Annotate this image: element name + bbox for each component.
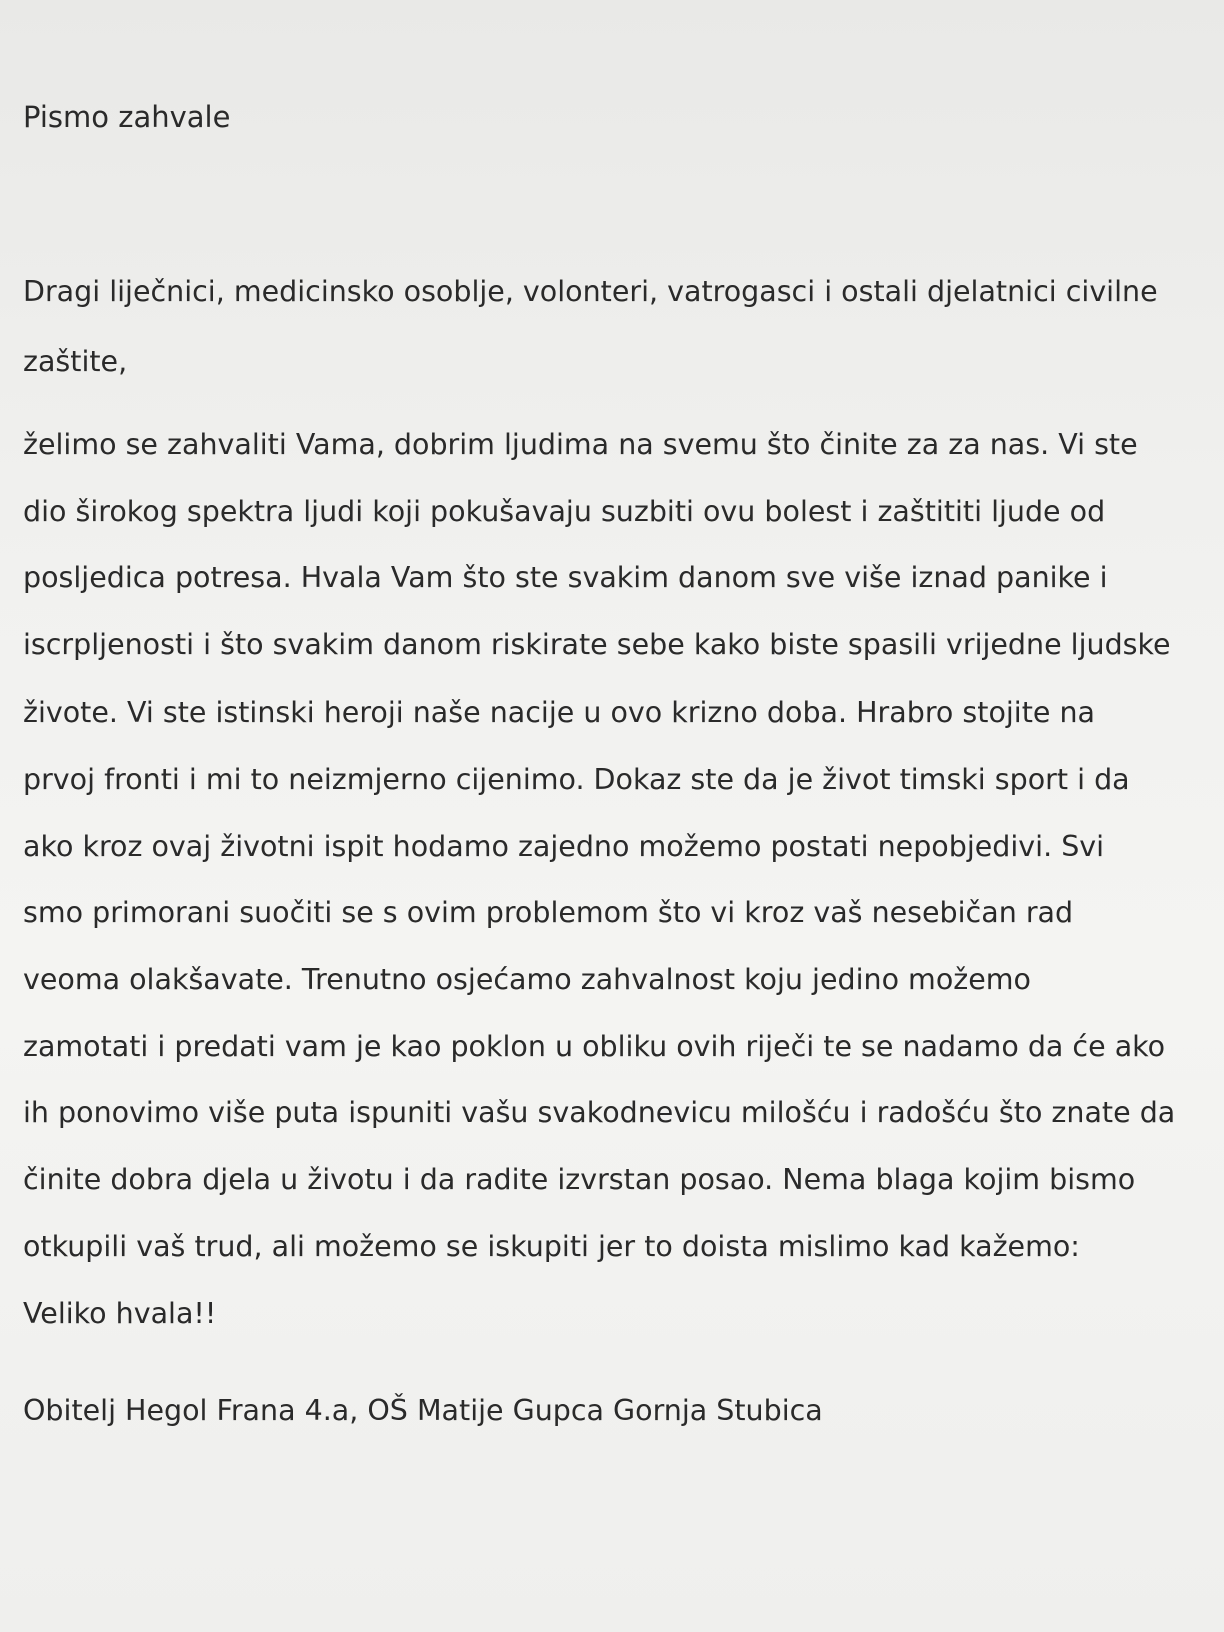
body-line: želimo se zahvaliti Vama, dobrim ljudima na svemu što činite za za nas. Vi ste	[23, 428, 1138, 461]
body-line: posljedica potresa. Hvala Vam što ste svakim danom sve više iznad panike i	[23, 561, 1108, 594]
body-line: otkupili vaš trud, ali možemo se iskupiti jer to doista mislimo kad kažemo:	[23, 1230, 1080, 1263]
signature-line: Obitelj Hegol Frana 4.a, OŠ Matije Gupca Gornja Stubica	[23, 1394, 823, 1427]
body-line: iscrpljenosti i što svakim danom riskirate sebe kako biste spasili vrijedne ljudske	[23, 628, 1171, 661]
body-line: veoma olakšavate. Trenutno osjećamo zahvalnost koju jedino možemo	[23, 963, 1031, 996]
body-line: dio širokog spektra ljudi koji pokušavaju suzbiti ovu bolest i zaštititi ljude od	[23, 495, 1106, 528]
body-line: prvoj fronti i mi to neizmjerno cijenimo. Dokaz ste da je život timski sport i da	[23, 763, 1130, 796]
body-line: smo primorani suočiti se s ovim problemom što vi kroz vaš nesebičan rad	[23, 896, 1074, 929]
closing-line: Veliko hvala!!	[23, 1297, 217, 1330]
body-line: ih ponovimo više puta ispuniti vašu svakodnevicu milošću i radošću što znate da	[23, 1096, 1176, 1129]
letter-title: Pismo zahvale	[23, 100, 231, 134]
body-line: ako kroz ovaj životni ispit hodamo zajedno možemo postati nepobjedivi. Svi	[23, 830, 1105, 863]
body-line: činite dobra djela u životu i da radite izvrstan posao. Nema blaga kojim bismo	[23, 1163, 1136, 1196]
salutation-line: zaštite,	[23, 345, 128, 378]
salutation-line: Dragi liječnici, medicinsko osoblje, volonteri, vatrogasci i ostali djelatnici civilne	[23, 275, 1158, 308]
body-line: zamotati i predati vam je kao poklon u obliku ovih riječi te se nadamo da će ako	[23, 1030, 1166, 1063]
body-line: živote. Vi ste istinski heroji naše nacije u ovo krizno doba. Hrabro stojite na	[23, 696, 1096, 729]
